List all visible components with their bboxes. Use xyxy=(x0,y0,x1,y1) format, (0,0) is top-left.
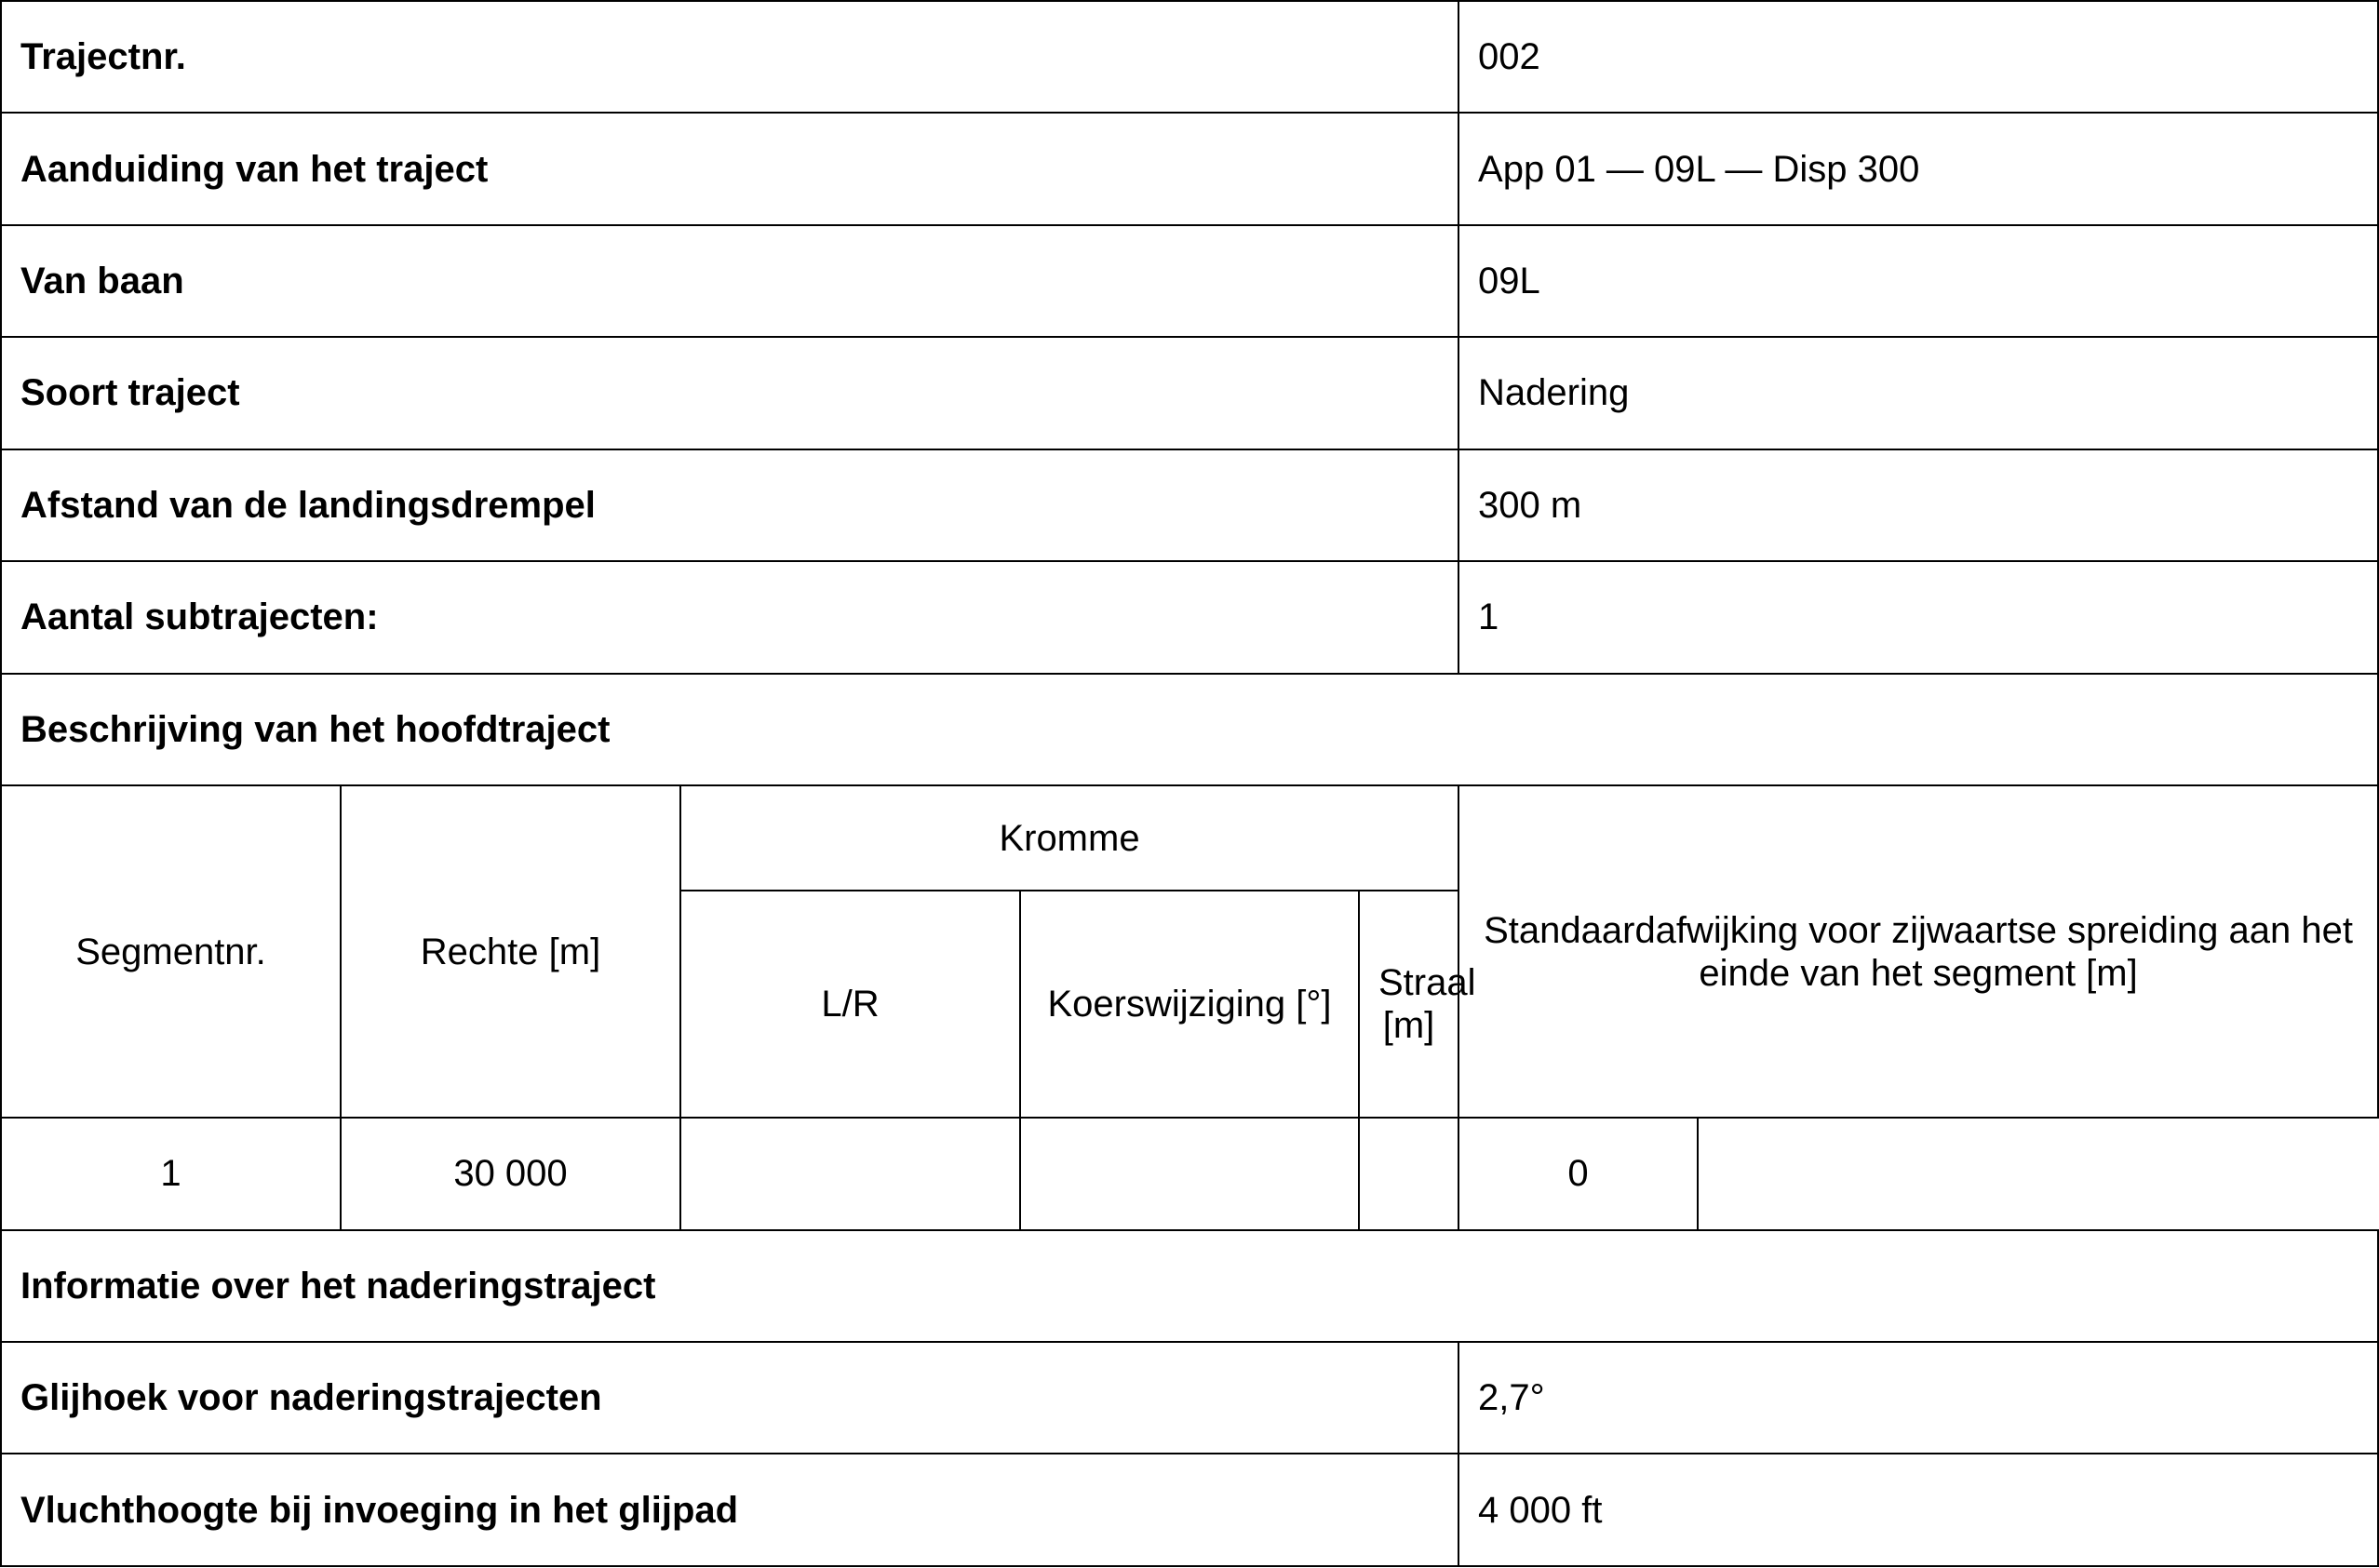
segment-standaardafwijking: 0 xyxy=(1458,1118,1698,1229)
row-aantal-subtrajecten xyxy=(1,561,2378,673)
header-straal: Straal [m] xyxy=(1359,891,1458,1118)
row-afstand xyxy=(1,449,2378,561)
vluchthoogte-value: 4 000 ft xyxy=(1458,1454,2378,1566)
glijhoek-value: 2,7° xyxy=(1458,1342,2378,1454)
segment-koerswijziging xyxy=(1020,1118,1359,1229)
segment-straal-cell xyxy=(1359,1118,1458,1229)
row-soort-traject xyxy=(1,337,2378,449)
segment-header-row-1 xyxy=(1,785,2378,891)
glijhoek-label: Glijhoek voor naderingstrajecten xyxy=(1,1342,1458,1454)
trajectnr-label: Trajectnr. xyxy=(1,1,1458,113)
header-lr: L/R xyxy=(680,891,1020,1118)
row-hoofdtraject-title xyxy=(1,674,2378,785)
row-glijhoek xyxy=(1,1342,2378,1454)
afstand-label: Afstand van de landingsdrempel xyxy=(1,449,1458,561)
header-kromme: Kromme xyxy=(680,785,1458,891)
aanduiding-label: Aanduiding van het traject xyxy=(1,113,1458,224)
segment-rechte: 30 000 xyxy=(341,1118,680,1229)
vluchthoogte-label: Vluchthoogte bij invoeging in het glijpad xyxy=(1,1454,1458,1566)
nadering-title: Informatie over het naderingstraject xyxy=(1,1230,2378,1342)
segment-lr xyxy=(680,1118,1020,1229)
row-trajectnr xyxy=(1,1,2378,113)
soort-traject-label: Soort traject xyxy=(1,337,1458,449)
hoofdtraject-title: Beschrijving van het hoofdtraject xyxy=(1,674,2378,785)
van-baan-label: Van baan xyxy=(1,225,1458,337)
header-standaardafwijking: Standaardafwijking voor zijwaartse spreiding aan het einde van het segment [m] xyxy=(1458,785,2378,1118)
van-baan-value: 09L xyxy=(1458,225,2378,337)
row-nadering-title xyxy=(1,1230,2378,1342)
header-rechte: Rechte [m] xyxy=(341,785,680,1118)
row-aanduiding xyxy=(1,113,2378,224)
trajectnr-value: 002 xyxy=(1458,1,2378,113)
header-segmentnr: Segmentnr. xyxy=(1,785,341,1118)
aantal-subtrajecten-label: Aantal subtrajecten: xyxy=(1,561,1458,673)
header-koerswijziging: Koerswijziging [°] xyxy=(1020,891,1359,1118)
row-van-baan xyxy=(1,225,2378,337)
aanduiding-value: App 01 — 09L — Disp 300 xyxy=(1458,113,2378,224)
afstand-value: 300 m xyxy=(1458,449,2378,561)
row-vluchthoogte xyxy=(1,1454,2378,1566)
table-row xyxy=(1,1118,2378,1229)
aantal-subtrajecten-value: 1 xyxy=(1458,561,2378,673)
soort-traject-value: Nadering xyxy=(1458,337,2378,449)
segment-segmentnr: 1 xyxy=(1,1118,341,1229)
